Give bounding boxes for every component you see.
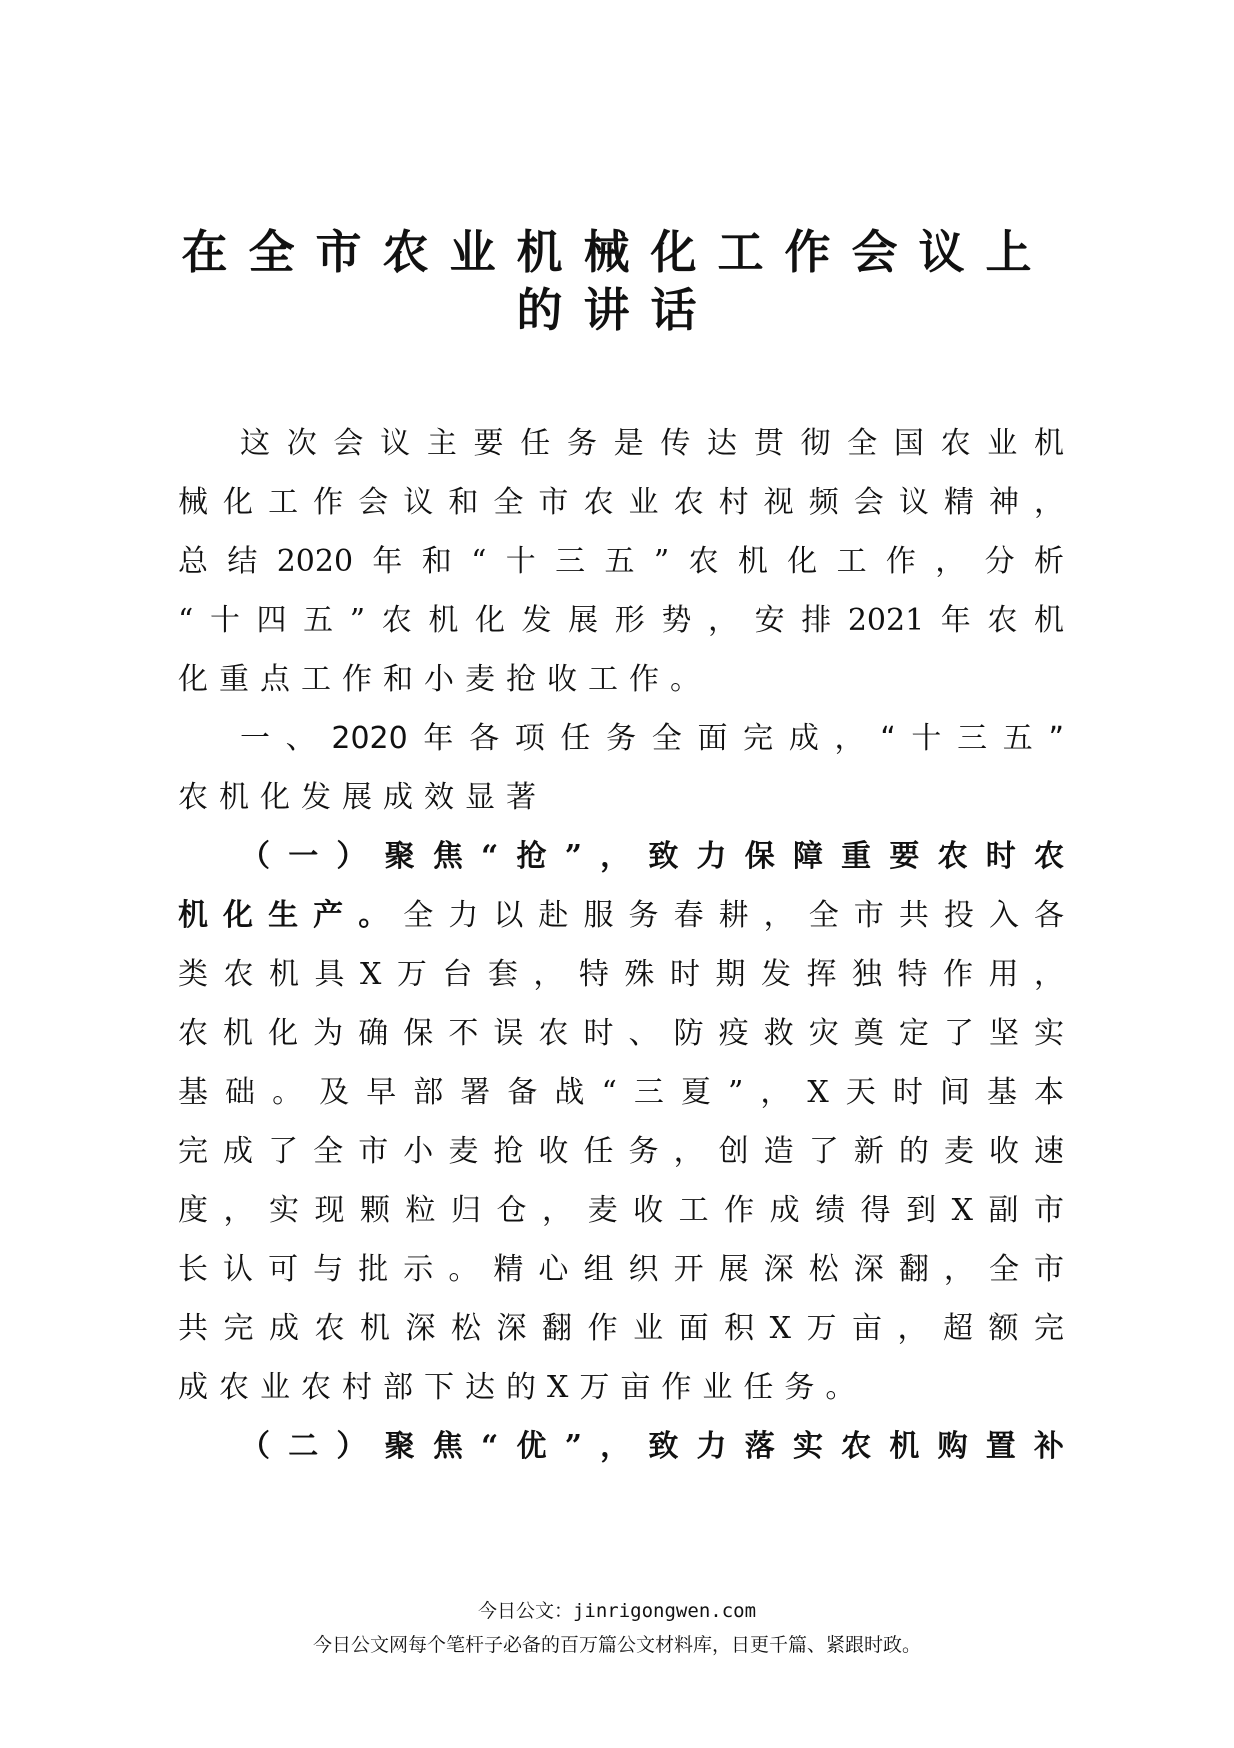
footer-site-link[interactable]: jinrigongwen.com: [572, 1600, 757, 1622]
document-body: [178, 414, 1064, 1476]
footer-site: [0, 1596, 1234, 1623]
subsection-heading-tail: 机化生产。: [178, 898, 404, 933]
document-title: [0, 223, 1234, 339]
paragraph-line-mixed: [178, 886, 1064, 945]
paragraph-line: 总结2020年和“十三五”农机化工作，分析: [178, 544, 1064, 579]
paragraph-line: 械化工作会议和全市农业农村视频会议精神，: [178, 485, 1064, 520]
footer-site-label: 今日公文：: [477, 1600, 573, 1622]
paragraph-line: 共完成农机深松深翻作业面积X万亩，超额完: [178, 1311, 1064, 1346]
section-heading-line: 一、2020年各项任务全面完成，“十三五”: [240, 721, 1064, 756]
paragraph-line: 度，实现颗粒归仓，麦收工作成绩得到X副市: [178, 1193, 1064, 1228]
footer-slogan: 今日公文网每个笔杆子必备的百万篇公文材料库，日更千篇、紧跟时政。: [312, 1634, 921, 1656]
subsection-heading-line: （一）聚焦“抢”，致力保障重要农时农: [240, 839, 1064, 874]
title-line-2: 的讲话: [516, 283, 718, 337]
title-line-1: 在全市农业机械化工作会议上: [181, 225, 1053, 279]
paragraph-line: 长认可与批示。精心组织开展深松深翻，全市: [178, 1252, 1064, 1287]
paragraph-line: “十四五”农机化发展形势，安排2021年农机: [178, 603, 1064, 638]
paragraph-line: 完成了全市小麦抢收任务，创造了新的麦收速: [178, 1134, 1064, 1169]
paragraph-line: 基础。及早部署备战“三夏”，X天时间基本: [178, 1075, 1064, 1110]
paragraph-line: 农机化为确保不误农时、防疫救灾奠定了坚实: [178, 1016, 1064, 1051]
paragraph-text: 全力以赴服务春耕，全市共投入各: [403, 898, 1065, 933]
paragraph-line: 类农机具X万台套，特殊时期发挥独特作用，: [178, 957, 1064, 992]
subsection-heading-line: （二）聚焦“优”，致力落实农机购置补: [240, 1429, 1064, 1464]
section-heading-line: 农机化发展成效显著: [178, 780, 547, 815]
paragraph-line: 这次会议主要任务是传达贯彻全国农业机: [240, 426, 1064, 461]
paragraph-line: 成农业农村部下达的X万亩作业任务。: [178, 1370, 867, 1405]
paragraph-line: 化重点工作和小麦抢收工作。: [178, 662, 711, 697]
